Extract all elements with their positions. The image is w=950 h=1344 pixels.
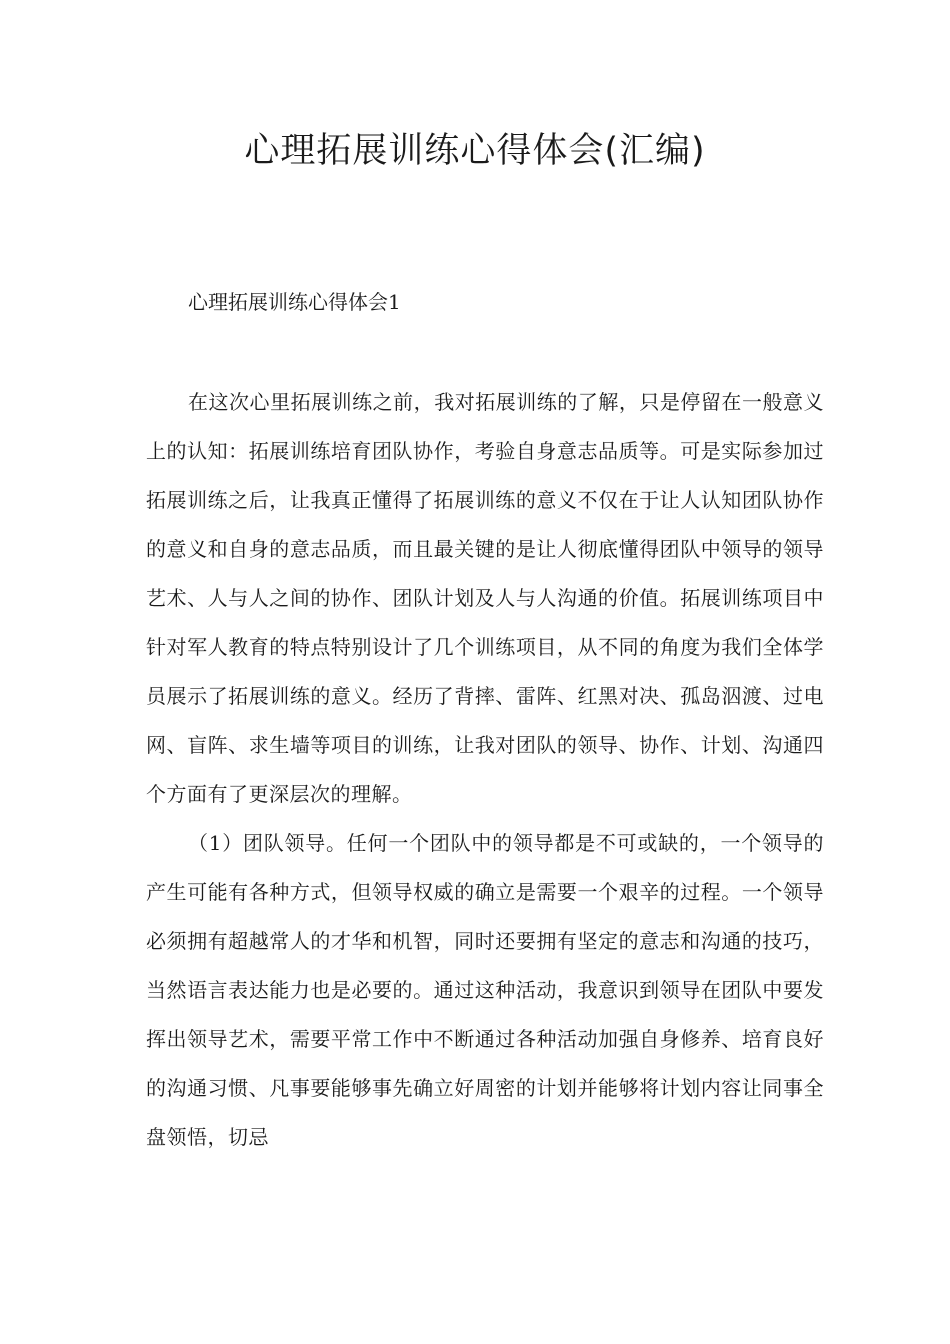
body-paragraph: 在这次心里拓展训练之前，我对拓展训练的了解，只是停留在一般意义上的认知：拓展训练培育团队协作，考验自身意志品质等。可是实际参加过拓展训练之后，让我真正懂得了拓展训练的意义不仅在于让人认知团队协作的意义和自身的意志品质，而且最关键的是让人彻底懂得团队中领导的领导艺术、人与人之间的协作、团队计划及人与人沟通的价值。拓展训练项目中针对军人教育的特点特别设计了几个训练项目，从不同的角度为我们全体学员展示了拓展训练的意义。经历了背摔、雷阵、红黑对决、孤岛泅渡、过电网、盲阵、求生墙等项目的训练，让我对团队的领导、协作、计划、沟通四个方面有了更深层次的理解。: [146, 390, 824, 806]
document-body: [146, 282, 824, 1162]
body-paragraph: （1）团队领导。任何一个团队中的领导都是不可或缺的，一个领导的产生可能有各种方式，但领导权威的确立是需要一个艰辛的过程。一个领导必须拥有超越常人的才华和机智，同时还要拥有坚定的意志和沟通的技巧，当然语言表达能力也是必要的。通过这种活动，我意识到领导在团队中要发挥出领导艺术，需要平常工作中不断通过各种活动加强自身修养、培育良好的沟通习惯、凡事要能够事先确立好周密的计划并能够将计划内容让同事全盘领悟，切忌: [146, 831, 824, 1149]
section-title: 心理拓展训练心得体会1: [188, 290, 401, 314]
document-title: 心理拓展训练心得体会(汇编): [244, 131, 706, 171]
